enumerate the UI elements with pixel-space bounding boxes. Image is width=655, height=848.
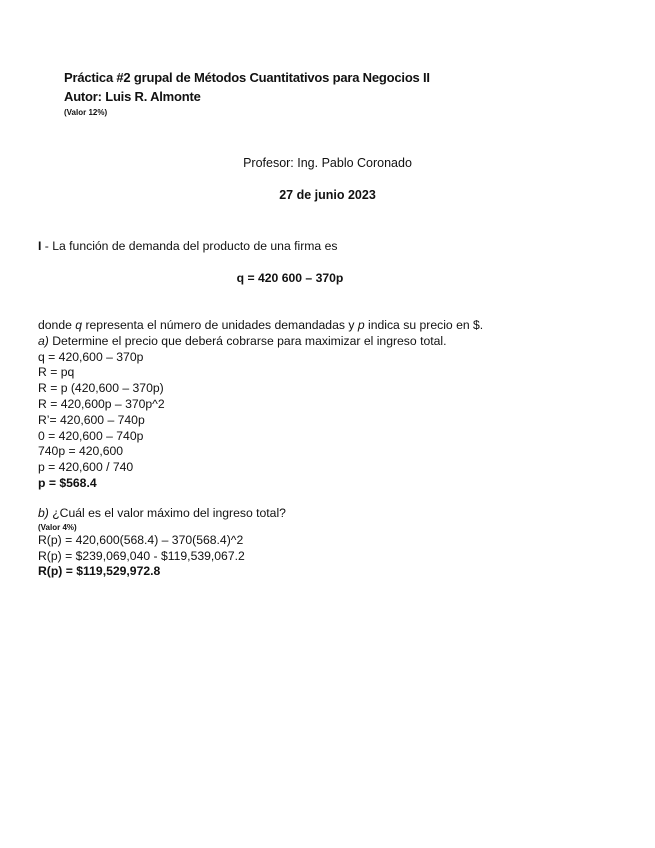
part-a-step: R = pq [38,365,75,380]
part-a-question-text: Determine el precio que deberá cobrarse para maximizar el ingreso total. [48,333,447,348]
part-a-step: 740p = 420,600 [38,444,124,459]
part-a-label: a) [38,333,49,348]
part-a-step: p = 420,600 / 740 [38,460,134,475]
problem-number: I [38,239,42,253]
description-p: p [357,318,365,332]
professor-line: Profesor: Ing. Pablo Coronado [243,156,412,170]
part-b-answer: R(p) = $119,529,972.8 [38,564,161,579]
part-a-question [38,334,483,350]
problem-intro-text: - La función de demanda del producto de una firma es [41,239,338,253]
problem-intro [38,239,337,253]
part-b-block [38,506,286,580]
document-title: Práctica #2 grupal de Métodos Cuantitativos para Negocios II [64,70,430,85]
assignment-value: (Valor 12%) [64,108,108,117]
description-q: q [75,318,83,332]
solution-block [38,318,483,492]
part-b-step: R(p) = $239,069,040 - $119,539,067.2 [38,548,245,563]
problem-description [38,318,483,334]
part-b-step: R(p) = 420,600(568.4) – 370(568.4)^2 [38,532,244,547]
date-line: 27 de junio 2023 [279,188,376,202]
author-line: Autor: Luis R. Almonte [64,89,201,104]
description-pre: donde [38,318,76,332]
part-a-step: R = 420,600p – 370p^2 [38,396,165,411]
part-a-step: q = 420,600 – 370p [38,349,144,364]
part-a-step: R’= 420,600 – 740p [38,412,145,427]
part-a-answer: p = $568.4 [38,475,97,490]
part-a-step: 0 = 420,600 – 740p [38,428,144,443]
part-b-value: (Valor 4%) [38,522,77,532]
part-a-step: R = p (420,600 – 370p) [38,381,164,396]
description-mid: representa el número de unidades demandadas y [82,318,358,332]
part-b-question [38,506,286,522]
part-b-label: b) [38,506,49,520]
part-b-question-text: ¿Cuál es el valor máximo del ingreso total? [48,506,286,520]
description-post: indica su precio en $. [364,318,484,332]
demand-equation: q = 420 600 – 370p [236,271,344,285]
